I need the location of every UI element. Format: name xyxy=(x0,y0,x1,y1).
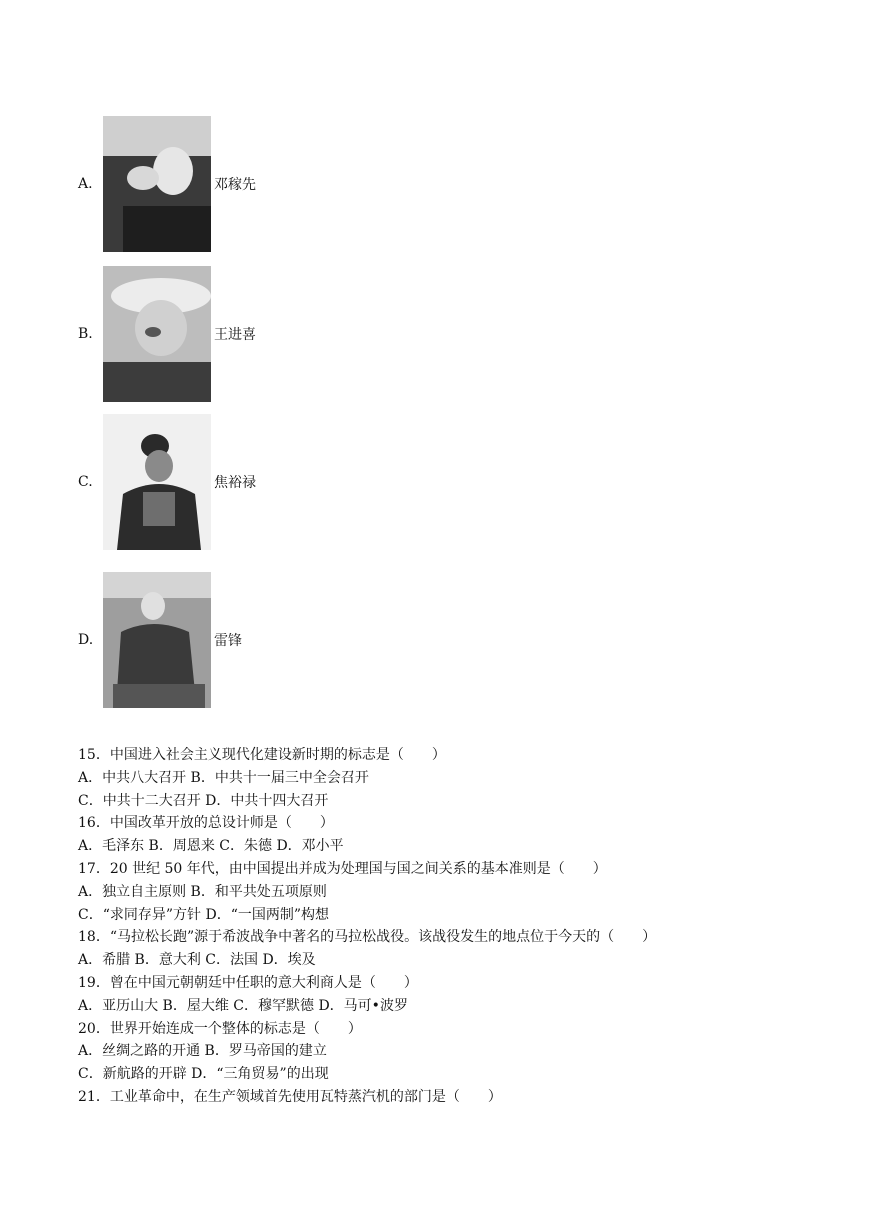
portrait-photo-b xyxy=(103,266,211,402)
question-15-options-cd: C．中共十二大召开 D．中共十四大召开 xyxy=(78,792,329,809)
option-a xyxy=(78,116,256,252)
question-17: 17．20 世纪 50 年代，由中国提出并成为处理国与国之间关系的基本准则是（ ） xyxy=(78,860,607,877)
question-19-options: A．亚历山大 B．屋大维 C．穆罕默德 D．马可•波罗 xyxy=(78,997,408,1014)
option-a-name: 邓稼先 xyxy=(214,177,256,193)
option-c-name: 焦裕禄 xyxy=(214,475,256,491)
portrait-photo-d xyxy=(103,572,211,708)
question-16: 16．中国改革开放的总设计师是（ ） xyxy=(78,815,334,832)
option-b-name: 王进喜 xyxy=(214,327,256,343)
question-20-options-cd: C．新航路的开辟 D．“三角贸易”的出现 xyxy=(78,1066,329,1083)
option-b xyxy=(78,266,256,402)
option-c-letter: C. xyxy=(78,474,93,490)
question-17-options-cd: C．“求同存异”方针 D．“一国两制”构想 xyxy=(78,906,330,923)
question-21: 21．工业革命中，在生产领域首先使用瓦特蒸汽机的部门是（ ） xyxy=(78,1088,502,1105)
question-15: 15．中国进入社会主义现代化建设新时期的标志是（ ） xyxy=(78,747,446,763)
question-19: 19．曾在中国元朝朝廷中任职的意大利商人是（ ） xyxy=(78,974,418,991)
question-16-options: A．毛泽东 B．周恩来 C．朱德 D．邓小平 xyxy=(78,838,344,855)
option-d-name: 雷锋 xyxy=(214,633,242,649)
option-a-letter: A. xyxy=(78,176,93,192)
option-d-letter: D. xyxy=(78,632,94,648)
question-18-options: A．希腊 B．意大利 C．法国 D．埃及 xyxy=(78,952,316,969)
option-c xyxy=(78,414,256,550)
question-20: 20．世界开始连成一个整体的标志是（ ） xyxy=(78,1020,362,1037)
question-20-options-ab: A．丝绸之路的开通 B．罗马帝国的建立 xyxy=(78,1043,327,1060)
option-b-letter: B. xyxy=(78,326,93,342)
question-18: 18．“马拉松长跑”源于希波战争中著名的马拉松战役。该战役发生的地点位于今天的（ ） xyxy=(78,929,657,946)
question-15-options-ab: A．中共八大召开 B．中共十一届三中全会召开 xyxy=(78,769,369,786)
portrait-photo-a xyxy=(103,116,211,252)
question-list xyxy=(78,744,838,1109)
portrait-photo-c xyxy=(103,414,211,550)
question-17-options-ab: A．独立自主原则 B．和平共处五项原则 xyxy=(78,883,327,900)
option-d xyxy=(78,572,242,708)
